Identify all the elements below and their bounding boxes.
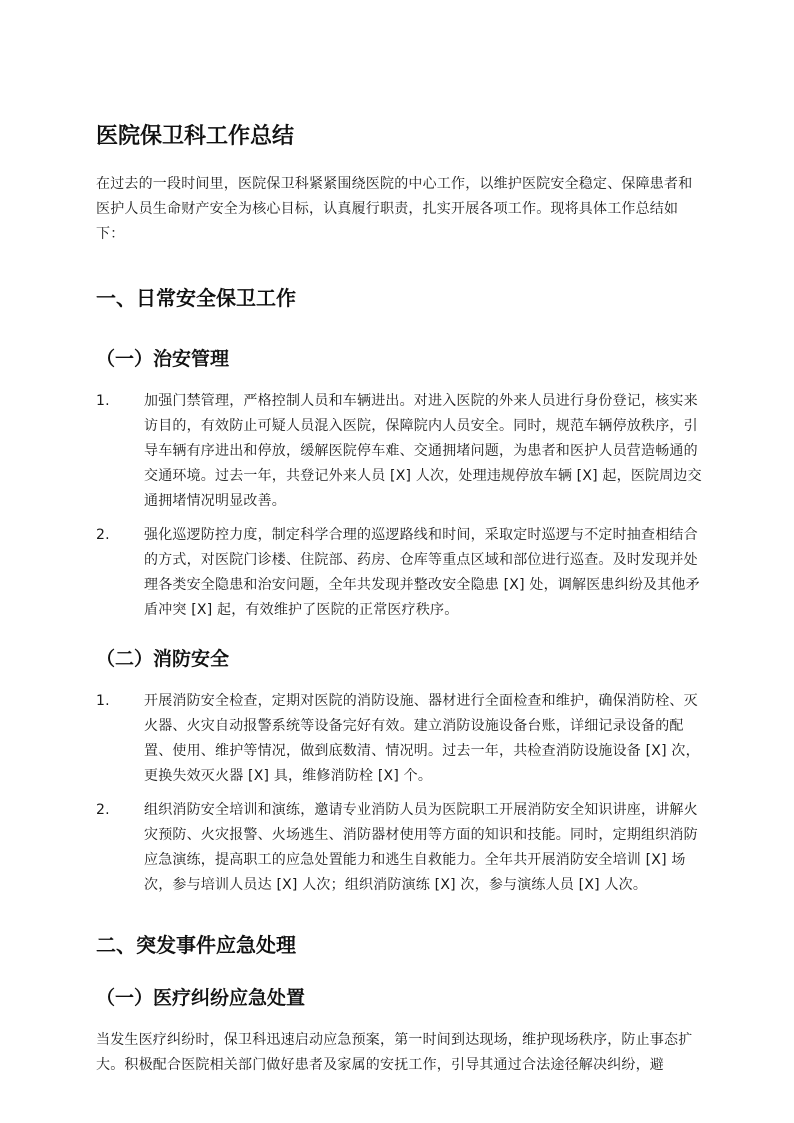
list-item-number: 1. (96, 393, 110, 409)
list-item-number: 2. (96, 527, 110, 543)
list-item-number: 1. (96, 693, 110, 709)
list-item (96, 523, 702, 623)
list-item-text: 开展消防安全检查，定期对医院的消防设施、器材进行全面检查和维护，确保消防栓、灭火器、火灾自动报警系统等设备完好有效。建立消防设施设备台账，详细记录设备的配置、使用、维护等情况，做到底数清、情况明。过去一年，共检查消防设施设备 [X] 次，更换失效灭火器 [X] 具，维修消防栓 [X] 个。 (144, 693, 700, 784)
document-content (96, 120, 702, 1078)
list-item (96, 689, 702, 789)
section-1-1-list (96, 389, 702, 623)
list-item (96, 798, 702, 898)
section-2-1-heading: （一）医疗纠纷应急处置 (96, 987, 306, 1009)
intro-paragraph: 在过去的一段时间里，医院保卫科紧紧围绕医院的中心工作，以维护医院安全稳定、保障患者和医护人员生命财产安全为核心目标，认真履行职责，扎实开展各项工作。现将具体工作总结如下： (96, 176, 693, 242)
section-2-heading: 二、突发事件应急处理 (96, 933, 296, 957)
list-item-number: 2. (96, 802, 110, 818)
list-item-text: 加强门禁管理，严格控制人员和车辆进出。对进入医院的外来人员进行身份登记，核实来访目的，有效防止可疑人员混入医院，保障院内人员安全。同时，规范车辆停放秩序，引导车辆有序进出和停放，缓解医院停车难、交通拥堵问题，为患者和医护人员营造畅通的交通环境。过去一年，共登记外来人员 [X] 人次，处理违规停放车辆 [X] 起，医院周边交通拥堵情况明显改善。 (144, 393, 702, 509)
section-1-2-heading: （二）消防安全 (96, 648, 230, 670)
section-2-1-paragraph: 当发生医疗纠纷时，保卫科迅速启动应急预案，第一时间到达现场，维护现场秩序，防止事态扩大。积极配合医院相关部门做好患者及家属的安抚工作，引导其通过合法途径解决纠纷，避 (96, 1032, 693, 1073)
document-title: 医院保卫科工作总结 (96, 124, 295, 149)
list-item-text: 组织消防安全培训和演练，邀请专业消防人员为医院职工开展消防安全知识讲座，讲解火灾预防、火灾报警、火场逃生、消防器材使用等方面的知识和技能。同时，定期组织消防应急演练，提高职工的应急处置能力和逃生自救能力。全年共开展消防安全培训 [X] 场次，参与培训人员达 [X] 人次；组织消防演练 [X] 次，参与演练人员 [X] 人次。 (144, 802, 698, 893)
section-1-2-list (96, 689, 702, 898)
section-1-1-heading: （一）治安管理 (96, 348, 230, 370)
list-item-text: 强化巡逻防控力度，制定科学合理的巡逻路线和时间，采取定时巡逻与不定时抽查相结合的方式，对医院门诊楼、住院部、药房、仓库等重点区域和部位进行巡查。及时发现并处理各类安全隐患和治安问题，全年共发现并整改安全隐患 [X] 处，调解医患纠纷及其他矛盾冲突 [X] 起，有效维护了医院的正常医疗秩序。 (144, 527, 700, 618)
section-1-heading: 一、日常安全保卫工作 (96, 286, 296, 310)
list-item (96, 389, 702, 514)
